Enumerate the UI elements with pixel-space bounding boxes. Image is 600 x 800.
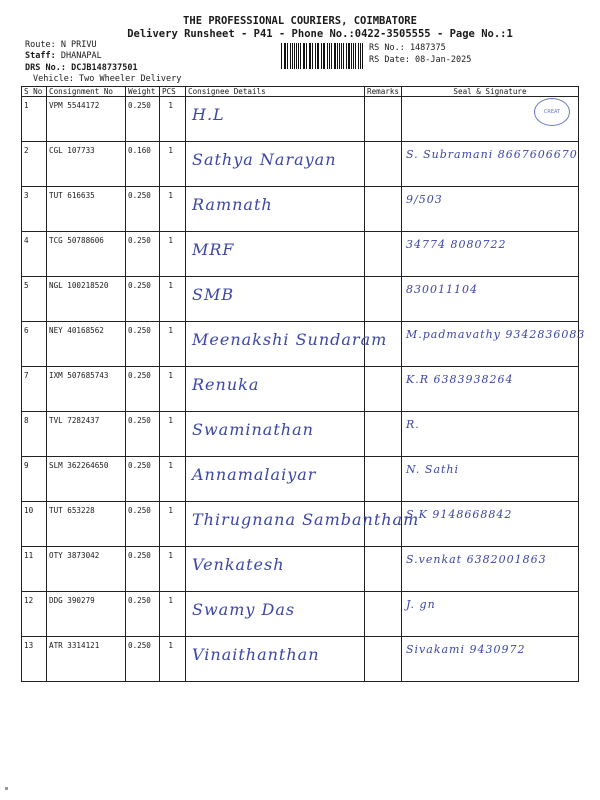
cell-consignment: ATR 3314121 xyxy=(47,637,126,682)
cell-consignee xyxy=(186,502,420,547)
cell-remarks xyxy=(365,502,402,547)
staff-value: DHANAPAL xyxy=(60,51,102,61)
cell-sno: 6 xyxy=(22,322,47,367)
handwritten-consignee: Meenakshi Sundaram xyxy=(192,330,388,349)
handwritten-signature: K.R 6383938264 xyxy=(406,373,514,386)
cell-sno: 2 xyxy=(22,142,47,187)
cell-pcs: 1 xyxy=(160,367,186,412)
cell-signature xyxy=(402,97,579,142)
handwritten-signature: J. gn xyxy=(406,598,436,611)
cell-remarks xyxy=(365,592,402,637)
cell-remarks xyxy=(365,277,402,322)
cell-pcs: 1 xyxy=(160,232,186,277)
table-header-row xyxy=(22,87,579,97)
cell-consignee xyxy=(186,187,365,232)
cell-weight: 0.160 xyxy=(126,142,160,187)
cell-consignment: TUT 653228 xyxy=(47,502,126,547)
cell-weight: 0.250 xyxy=(126,637,160,682)
cell-consignee xyxy=(186,592,365,637)
cell-remarks xyxy=(365,187,402,232)
col-header-pcs: PCS xyxy=(160,87,186,97)
drs-value: DCJB148737501 xyxy=(71,63,138,73)
cell-consignee xyxy=(186,367,365,412)
cell-signature xyxy=(402,637,579,682)
cell-consignment: TCG 50788606 xyxy=(47,232,126,277)
cell-signature xyxy=(402,187,579,232)
table-row xyxy=(22,547,579,592)
cell-sno: 3 xyxy=(22,187,47,232)
table-row xyxy=(22,277,579,322)
cell-pcs: 1 xyxy=(160,457,186,502)
cell-remarks xyxy=(365,412,402,457)
cell-weight: 0.250 xyxy=(126,457,160,502)
handwritten-consignee: Annamalaiyar xyxy=(192,465,317,484)
cell-consignment: CGL 107733 xyxy=(47,142,126,187)
cell-sno: 11 xyxy=(22,547,47,592)
cell-pcs: 1 xyxy=(160,412,186,457)
cell-consignment: OTY 3873042 xyxy=(47,547,126,592)
staff-line xyxy=(25,51,102,61)
col-header-signature: Seal & Signature xyxy=(402,87,579,97)
handwritten-signature: S.venkat 6382001863 xyxy=(406,553,547,566)
cell-weight: 0.250 xyxy=(126,547,160,592)
table-row xyxy=(22,142,579,187)
cell-consignee xyxy=(186,547,365,592)
cell-remarks xyxy=(365,637,402,682)
cell-consignee xyxy=(186,232,365,277)
handwritten-consignee: Swamy Das xyxy=(192,600,296,619)
cell-signature xyxy=(402,547,579,592)
col-header-consignee: Consignee Details xyxy=(186,87,365,97)
table-row xyxy=(22,457,579,502)
table-row xyxy=(22,187,579,232)
handwritten-signature: M.padmavathy 9342836083 xyxy=(406,328,586,341)
handwritten-consignee: Vinaithanthan xyxy=(192,645,320,664)
cell-weight: 0.250 xyxy=(126,232,160,277)
cell-signature xyxy=(402,232,579,277)
cell-signature xyxy=(402,457,579,502)
runsheet-subtitle: Delivery Runsheet - P41 - Phone No.:0422-3505555 - Page No.:1 xyxy=(127,28,513,40)
cell-sno: 7 xyxy=(22,367,47,412)
cell-sno: 10 xyxy=(22,502,47,547)
cell-signature xyxy=(402,412,579,457)
cell-signature xyxy=(402,592,579,637)
cell-consignment: TUT 616635 xyxy=(47,187,126,232)
route-label: Route: N PRIVU xyxy=(25,40,97,50)
col-header-weight: Weight xyxy=(126,87,160,97)
rs-date: RS Date: 08-Jan-2025 xyxy=(369,55,472,65)
cell-pcs: 1 xyxy=(160,97,186,142)
cell-pcs: 1 xyxy=(160,547,186,592)
handwritten-consignee: Thirugnana Sambantham xyxy=(192,510,420,529)
cell-weight: 0.250 xyxy=(126,412,160,457)
cell-pcs: 1 xyxy=(160,502,186,547)
cell-weight: 0.250 xyxy=(126,592,160,637)
cell-sno: 12 xyxy=(22,592,47,637)
col-header-remarks: Remarks xyxy=(365,87,402,97)
handwritten-signature: S.K 9148668842 xyxy=(406,508,513,521)
handwritten-consignee: MRF xyxy=(192,240,235,259)
cell-sno: 4 xyxy=(22,232,47,277)
table-row xyxy=(22,322,579,367)
handwritten-signature: 34774 8080722 xyxy=(406,238,507,251)
cell-consignee xyxy=(186,412,365,457)
cell-consignee xyxy=(186,97,365,142)
handwritten-consignee: SMB xyxy=(192,285,235,304)
cell-weight: 0.250 xyxy=(126,187,160,232)
cell-consignment: NGL 100218520 xyxy=(47,277,126,322)
cell-weight: 0.250 xyxy=(126,502,160,547)
table-row xyxy=(22,367,579,412)
cell-remarks xyxy=(365,367,402,412)
cell-consignee xyxy=(186,457,365,502)
cell-pcs: 1 xyxy=(160,592,186,637)
cell-sno: 1 xyxy=(22,97,47,142)
cell-consignment: SLM 362264650 xyxy=(47,457,126,502)
cell-sno: 9 xyxy=(22,457,47,502)
handwritten-consignee: Ramnath xyxy=(192,195,273,214)
cell-consignee xyxy=(186,637,365,682)
cell-remarks xyxy=(365,457,402,502)
cell-pcs: 1 xyxy=(160,187,186,232)
seal-stamp: CREAT xyxy=(534,98,570,126)
staff-label: Staff: xyxy=(25,51,56,61)
cell-consignment: DDG 390279 xyxy=(47,592,126,637)
cell-weight: 0.250 xyxy=(126,322,160,367)
drs-label: DRS No.: xyxy=(25,63,66,73)
table-row xyxy=(22,637,579,682)
runsheet-table xyxy=(21,86,586,682)
handwritten-consignee: Renuka xyxy=(192,375,260,394)
barcode xyxy=(281,43,364,69)
handwritten-consignee: H.L xyxy=(192,105,225,124)
vehicle-label: Vehicle: Two Wheeler Delivery xyxy=(33,74,182,84)
scan-mark xyxy=(5,787,8,790)
cell-remarks xyxy=(365,142,402,187)
cell-sno: 13 xyxy=(22,637,47,682)
cell-pcs: 1 xyxy=(160,142,186,187)
handwritten-consignee: Venkatesh xyxy=(192,555,285,574)
handwritten-consignee: Swaminathan xyxy=(192,420,314,439)
cell-signature xyxy=(402,322,586,367)
company-title: THE PROFESSIONAL COURIERS, COIMBATORE xyxy=(183,15,417,27)
cell-sno: 8 xyxy=(22,412,47,457)
cell-consignment: IXM 507685743 xyxy=(47,367,126,412)
handwritten-signature: 9/503 xyxy=(406,193,443,206)
cell-consignee xyxy=(186,277,365,322)
col-header-consignment: Consignment No xyxy=(47,87,126,97)
cell-pcs: 1 xyxy=(160,277,186,322)
cell-consignment: NEY 40168562 xyxy=(47,322,126,367)
cell-remarks xyxy=(365,97,402,142)
cell-remarks xyxy=(365,322,402,367)
cell-pcs: 1 xyxy=(160,322,186,367)
cell-signature xyxy=(402,142,579,187)
handwritten-signature: 830011104 xyxy=(406,283,478,296)
cell-consignee xyxy=(186,322,388,367)
cell-weight: 0.250 xyxy=(126,97,160,142)
cell-consignment: VPM 5544172 xyxy=(47,97,126,142)
rs-number: RS No.: 1487375 xyxy=(369,43,446,53)
cell-remarks xyxy=(365,232,402,277)
handwritten-signature: N. Sathi xyxy=(406,463,460,476)
cell-pcs: 1 xyxy=(160,637,186,682)
cell-signature xyxy=(402,367,579,412)
cell-remarks xyxy=(365,547,402,592)
table-row xyxy=(22,232,579,277)
cell-consignment: TVL 7282437 xyxy=(47,412,126,457)
handwritten-signature: R. xyxy=(406,418,420,431)
table-row xyxy=(22,412,579,457)
cell-weight: 0.250 xyxy=(126,367,160,412)
cell-weight: 0.250 xyxy=(126,277,160,322)
table-row xyxy=(22,592,579,637)
drs-line xyxy=(25,63,138,73)
table-row xyxy=(22,97,579,142)
handwritten-signature: Sivakami 9430972 xyxy=(406,643,526,656)
table-row xyxy=(22,502,579,547)
col-header-sno: S No xyxy=(22,87,47,97)
handwritten-consignee: Sathya Narayan xyxy=(192,150,337,169)
cell-sno: 5 xyxy=(22,277,47,322)
cell-signature xyxy=(402,277,579,322)
handwritten-signature: S. Subramani 8667606670 xyxy=(406,148,578,161)
cell-signature xyxy=(402,502,579,547)
cell-consignee xyxy=(186,142,365,187)
